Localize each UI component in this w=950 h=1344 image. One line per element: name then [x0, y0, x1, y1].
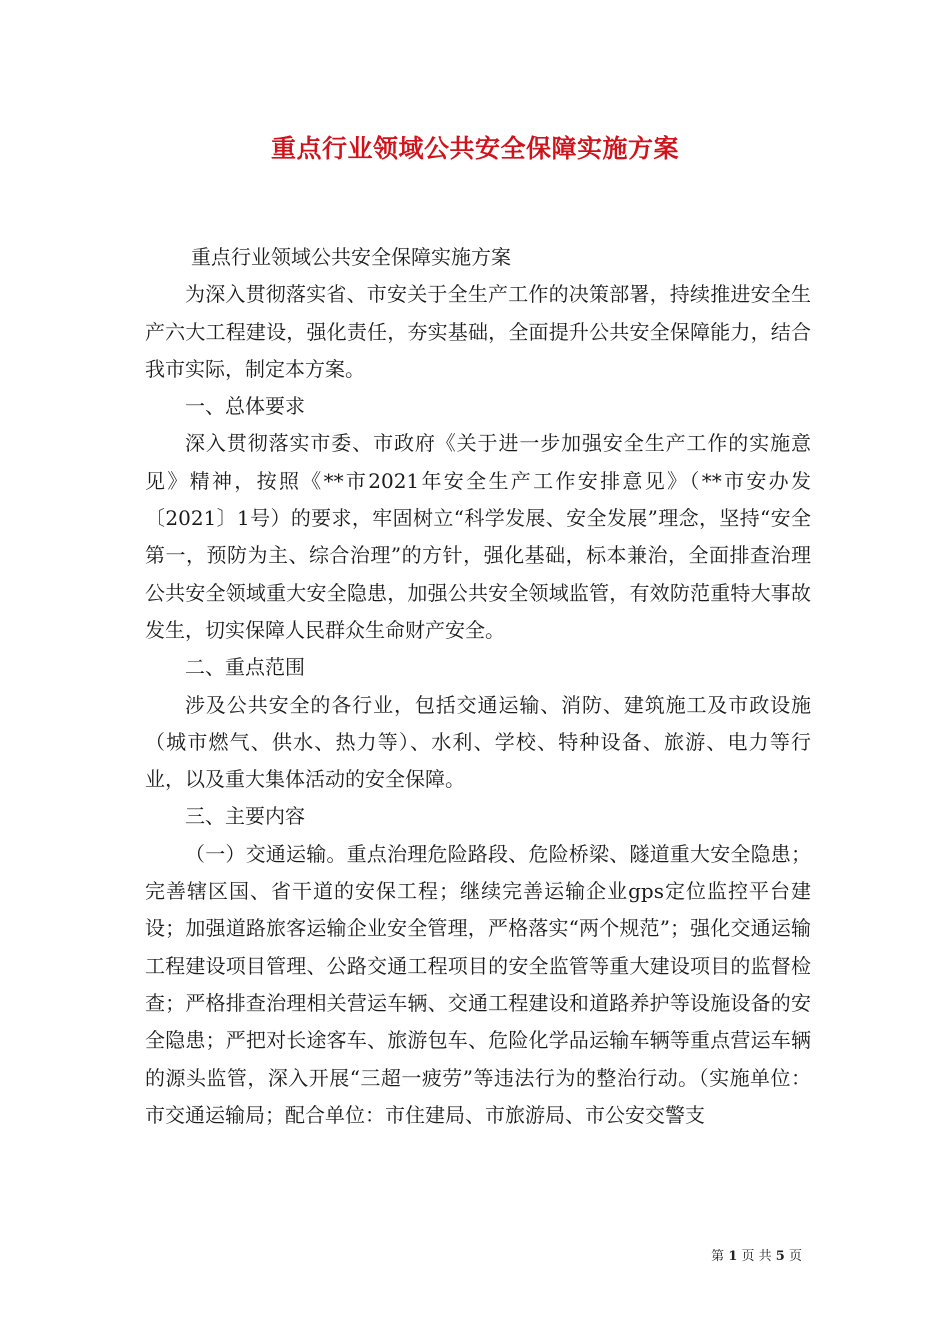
footer-prefix: 第 — [711, 1249, 725, 1264]
page-footer — [711, 1248, 802, 1266]
subtitle-paragraph: 重点行业领域公共安全保障实施方案 — [191, 245, 511, 269]
section-heading-main-content: 三、主要内容 — [185, 804, 305, 829]
transport-paragraph: （一）交通运输。重点治理危险路段、危险桥梁、隧道重大安全隐患；完善辖区国、省干道的安保工程；继续完善运输企业gps定位监控平台建设；加强道路旅客运输企业安全管理，严格落实“两个规范”；强化交通运输工程建设项目管理、公路交通工程项目的安全监管等重大建设项目的监督检查；严格排查治理相关营运车辆、交通工程建设和道路养护等设施设备的安全隐患；严把对长途客车、旅游包车、危险化学品运输车辆等重点营运车辆的源头监管，深入开展“三超一疲劳”等违法行为的整治行动。（实施单位：市交通运输局；配合单位：市住建局、市旅游局、市公安交警支 — [145, 841, 811, 1127]
footer-suffix: 页 — [788, 1249, 802, 1264]
footer-page-number: 1 — [728, 1249, 738, 1264]
footer-total-pages: 5 — [775, 1249, 785, 1264]
key-scope-paragraph: 涉及公共安全的各行业，包括交通运输、消防、建筑施工及市政设施（城市燃气、供水、热力等）、水利、学校、特种设备、旅游、电力等行业，以及重大集体活动的安全保障。 — [145, 692, 811, 792]
general-requirements-paragraph: 深入贯彻落实市委、市政府《关于进一步加强安全生产工作的实施意见》精神，按照《**市2021年安全生产工作安排意见》（**市安办发〔2021〕1号）的要求，牢固树立“科学发展、安全发展”理念，坚持“安全第一，预防为主、综合治理”的方针，强化基础，标本兼治，全面排查治理公共安全领域重大安全隐患，加强公共安全领域监管，有效防范重特大事故发生，切实保障人民群众生命财产安全。 — [145, 431, 811, 642]
intro-paragraph: 为深入贯彻落实省、市安关于全生产工作的决策部署，持续推进安全生产六大工程建设，强化责任，夯实基础，全面提升公共安全保障能力，结合我市实际，制定本方案。 — [145, 282, 811, 381]
section-heading-key-scope: 二、重点范围 — [185, 655, 305, 680]
footer-middle: 页 共 — [741, 1249, 772, 1264]
section-heading-general-requirements: 一、总体要求 — [185, 394, 305, 419]
document-title: 重点行业领域公共安全保障实施方案 — [270, 134, 679, 163]
document-body — [145, 239, 811, 1134]
